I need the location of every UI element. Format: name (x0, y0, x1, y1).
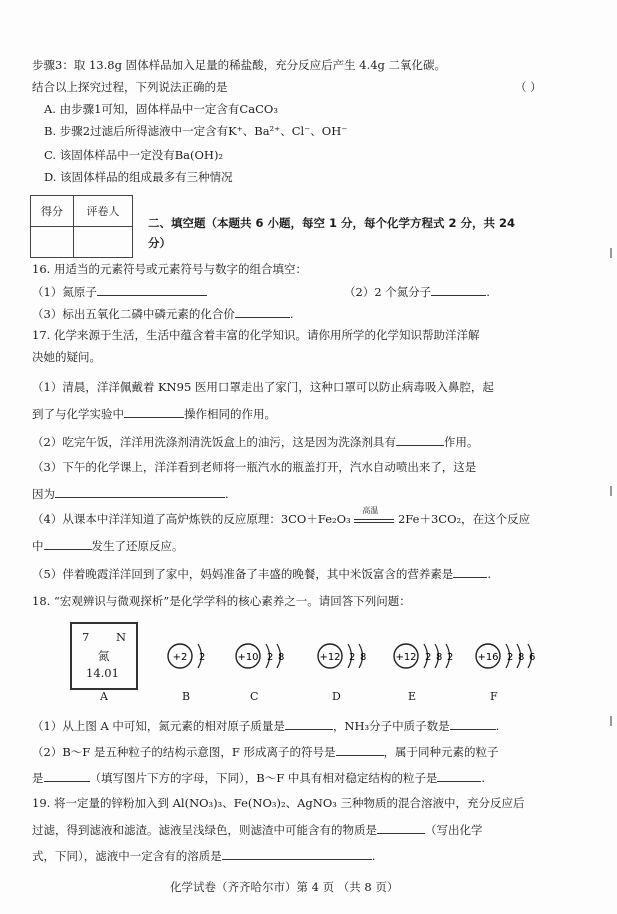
figure-label-a: A (100, 690, 108, 703)
q17-p2-pre: （2）吃完午饭，洋洋用洗涤剂清洗饭盒上的油污，这是因为洗涤剂具有 (32, 435, 396, 449)
q18-p2-pre: （2）B～F 是五种粒子的结构示意图，F 形成离子的符号是 (32, 745, 336, 759)
q17-p4b-pre: 中 (32, 539, 44, 553)
atom-diagram-f (468, 628, 558, 684)
electron-count: 2 (199, 652, 206, 663)
q18-p2-blank-a[interactable] (336, 744, 384, 756)
q19-line2-post: （写出化学 (425, 823, 483, 837)
q18-p1-mid: ，NH₃分子中质子数是 (332, 719, 450, 733)
q16-p2: （2）2 个氮分子 . (344, 285, 490, 299)
electron-count: 2 (507, 652, 514, 663)
q16-p1-blank[interactable] (97, 284, 207, 296)
q18-p1-pre: （1）从上图 A 中可知，氮元素的相对原子质量是 (32, 719, 285, 733)
element-symbol: N (116, 630, 127, 644)
figure-label-c: C (250, 690, 259, 703)
score-table (30, 195, 133, 258)
reaction-condition-text: 高温 (362, 506, 379, 515)
q17-p3-blank[interactable] (55, 486, 225, 498)
q19-blank-a[interactable] (377, 822, 425, 834)
q17-p5-blank[interactable] (453, 566, 487, 578)
atom-diagram-c (228, 628, 318, 684)
electron-count: 2 (267, 652, 274, 663)
q17-p5: （5）伴着晚霞洋洋回到了家中，妈妈准备了丰盛的晚餐，其中米饭富含的营养素是 (32, 567, 454, 581)
section2-title-cont: 分） (148, 236, 171, 250)
nucleus-charge: +12 (395, 652, 417, 663)
electron-count: 8 (360, 652, 367, 663)
q16-p2-blank[interactable] (431, 284, 486, 296)
scan-edge-mark (610, 716, 612, 726)
scan-edge-mark (610, 248, 612, 258)
step3-text: 步骤3：取 13.8g 固体样品加入足量的稀盐酸，充分反应后产生 4.4g 二氧化碳。 (32, 58, 447, 72)
atom-diagram-e (386, 628, 476, 684)
q18-stem: 18. “宏观辨识与微观探析”是化学学科的核心素养之一。请回答下列问题： (32, 594, 411, 608)
electron-count: 8 (518, 652, 525, 663)
q17-p2-blank[interactable] (396, 434, 444, 446)
q19-blank-b[interactable] (222, 848, 372, 860)
figure-label-d: D (332, 690, 341, 703)
figure-label-b: B (182, 690, 191, 703)
q18-p2-post: ，属于同种元素的粒子 (383, 745, 499, 759)
q17-stem: 17. 化学来源于生活，生活中蕴含着丰富的化学知识。请你用所学的化学知识帮助洋洋解 (32, 328, 480, 342)
answer-paren: （ ） (515, 80, 542, 94)
option-c: C. 该固体样品中一定没有Ba(OH)₂ (44, 148, 224, 162)
option-d: D. 该固体样品的组成最多有三种情况 (44, 170, 233, 184)
q19-line1: 19. 将一定量的锌粉加入到 Al(NO₃)₃、Fe(NO₃)₂、AgNO₃ 三种物质的混合溶液中，充分反应后 (32, 796, 525, 810)
q17-p1b-post: 操作相同的作用。 (184, 407, 276, 421)
page-footer: 化学试卷（齐齐哈尔市）第 4 页 （共 8 页） (170, 880, 399, 894)
element-card-nitrogen (70, 622, 138, 690)
nucleus-charge: +10 (237, 652, 259, 663)
q17-stem-cont: 决她的疑问。 (32, 350, 101, 364)
nucleus-charge: +2 (172, 652, 188, 663)
q17-p1-blank[interactable] (124, 406, 184, 418)
q17-p2-post: 作用。 (443, 435, 479, 449)
q16-p3-blank[interactable] (235, 306, 290, 318)
nucleus-charge: +16 (477, 652, 499, 663)
option-a: A. 由步骤1可知，固体样品中一定含有CaCO₃ (44, 102, 278, 116)
q18-p2b-post: （填写图片下方的字母，下同），B～F 中具有相对稳定结构的粒子是 (89, 771, 438, 785)
q18-p1-blank-b[interactable] (450, 718, 496, 730)
q17-p4a-post: 2Fe＋3CO₂，在这个反应 (397, 512, 531, 526)
nucleus-charge: +12 (319, 652, 341, 663)
q19-line3-pre: 式，下同），滤液中一定含有的溶质是 (32, 849, 222, 863)
electron-count: 2 (447, 652, 454, 663)
scan-edge-mark (610, 486, 612, 496)
q16-stem: 16. 用适当的元素符号或元素符号与数字的组合填空： (32, 262, 307, 276)
reviewer-cell (74, 227, 133, 258)
q19-line2-pre: 过滤，得到滤液和滤渣。滤液呈浅绿色，则滤渣中可能含有的物质是 (32, 823, 377, 837)
atomic-mass: 14.01 (86, 666, 119, 680)
electron-count: 2 (349, 652, 356, 663)
reviewer-header: 评卷人 (74, 196, 133, 227)
figure-label-e: E (408, 690, 417, 703)
q16-p1 (32, 284, 207, 299)
q17-p4b-post: 发生了还原反应。 (91, 539, 184, 553)
reaction-condition (354, 506, 394, 523)
section2-title: 二、填空题（本题共 6 小题，每空 1 分，每个化学方程式 2 分，共 24 (148, 216, 516, 230)
q16-p1-text: （1）氮原子 (32, 285, 97, 299)
q18-p1-blank-a[interactable] (285, 718, 333, 730)
electron-count: 6 (529, 652, 536, 663)
q17-p1b-pre: 到了与化学实验中 (32, 407, 124, 421)
atomic-number: 7 (82, 630, 90, 644)
q18-p2-blank-c[interactable] (437, 770, 481, 782)
q17-p3b: 因为 (32, 487, 55, 501)
q17-p1a: （1）清晨，洋洋佩戴着 KN95 医用口罩走出了家门，这种口罩可以防止病毒吸入鼻腔，起 (32, 380, 494, 394)
figure-label-f: F (490, 690, 498, 703)
q17-p4a-pre: （4）从课本中洋洋知道了高炉炼铁的反应原理：3CO＋Fe₂O₃ (32, 512, 351, 526)
q18-p2-blank-b[interactable] (44, 770, 90, 782)
q17-p4-blank[interactable] (44, 538, 92, 550)
electron-count: 8 (278, 652, 285, 663)
score-cell (31, 227, 74, 258)
q17-p3a: （3）下午的化学课上，洋洋看到老师将一瓶汽水的瓶盖打开，汽水自动喷出来了，这是 (32, 460, 477, 474)
score-header: 得分 (31, 196, 74, 227)
electron-count: 2 (425, 652, 432, 663)
q16-p3: （3）标出五氧化二磷中磷元素的化合价 . (32, 307, 294, 321)
element-name: 氮 (98, 649, 110, 663)
q16-p3-text: （3）标出五氧化二磷中磷元素的化合价 (32, 307, 235, 321)
q16-p2-text: （2）2 个氮分子 (344, 285, 432, 299)
question-intro: 结合以上探究过程，下列说法正确的是 (32, 80, 228, 94)
electron-count: 8 (436, 652, 443, 663)
option-b: B. 步骤2过滤后所得滤液中一定含有K⁺、Ba²⁺、Cl⁻、OH⁻ (44, 124, 348, 138)
q18-p2b-pre: 是 (32, 771, 44, 785)
